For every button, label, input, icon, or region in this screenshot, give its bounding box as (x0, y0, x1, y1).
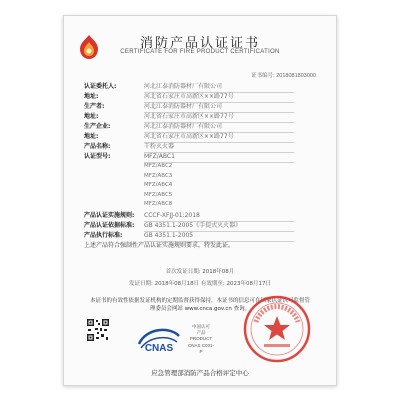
model-label: 认证型号: (84, 153, 111, 160)
model-item: MFZ/ABC3 (144, 172, 173, 179)
model-item: MFZ/ABC8 (144, 201, 173, 207)
field-row (84, 122, 316, 132)
statement-text: 上述产品符合强制性产品认证实施规则要求，特发此证。 (84, 241, 235, 249)
field-value: 河北江泰消防器材厂有限公司 (144, 82, 294, 93)
model-item: MFZ/ABC2 (144, 163, 173, 169)
field-row (84, 82, 316, 92)
field-row (84, 142, 316, 152)
cnas-line: PRODUCT (189, 336, 213, 342)
field-label: 生产企业: (84, 123, 111, 130)
field-value: 干粉灭火器 (144, 142, 294, 153)
field-row (84, 102, 316, 112)
field-row (84, 221, 316, 231)
statement (84, 241, 316, 251)
field-value: CCCF-XFJJ-01:2018 (144, 211, 294, 222)
model-item: MFZ/ABC4 (144, 182, 173, 188)
model-row (84, 152, 316, 162)
model-value: MFZ/ABC1 (144, 152, 294, 163)
certificate-subtitle: CERTIFICATE FOR FIRE PRODUCT CERTIFICATION (120, 49, 280, 55)
field-value: 河北省石家庄市高新区××路77号 (144, 132, 294, 143)
field-value: GB 4351.1-2005 (144, 231, 294, 242)
certificate-number: 证书编号: 2018081803000 (251, 73, 316, 79)
field-label: 地址: (84, 113, 99, 120)
field-row (84, 112, 316, 122)
field-row (84, 231, 316, 241)
field-label: 认证委托人: (84, 83, 117, 90)
certificate-paper (63, 15, 337, 386)
certificate-title: 消防产品认证证书 (139, 36, 260, 51)
qr-code-icon (86, 318, 110, 342)
field-value: GB 4351.1-2005《手提式灭火器》 (144, 221, 294, 232)
cnas-line: CNAS C031-P (188, 342, 215, 354)
field-row (84, 211, 316, 221)
cnas-accreditation-text (188, 324, 214, 355)
field-row (84, 92, 316, 102)
field-value: 河北省石家庄市高新区××路77号 (144, 112, 294, 123)
field-value: 河北江泰消防器材厂有限公司 (144, 102, 294, 113)
official-seal-icon (242, 294, 312, 364)
field-label: 地址: (84, 93, 99, 100)
svg-text:CNAS: CNAS (144, 343, 174, 354)
field-label: 产品认证实施规则: (84, 211, 135, 219)
field-label: 地址: (84, 133, 99, 140)
validity-dates: 发证日期: 2018年08月18日 有效期至: 2023年08月17日 (129, 281, 271, 287)
cnas-logo-icon (136, 322, 182, 356)
field-label: 产品执行标准: (84, 231, 123, 239)
cnas-line: 产品 (196, 330, 206, 336)
field-value: 河北江泰消防器材厂有限公司 (144, 122, 294, 133)
cnas-line: 中国认可 (192, 324, 210, 329)
field-label: 生产者: (84, 103, 105, 110)
field-row (84, 132, 316, 142)
model-item: MFZ/ABC5 (144, 191, 173, 198)
certificate-fields (84, 82, 316, 251)
issuing-authority: 应急管理部消防产品合格评定中心 (151, 369, 249, 377)
field-label: 产品名称: (84, 143, 111, 150)
validity-note: 本证书的有效性依据发证机构的定期监督获得保持，本证书的信息可在国家认证认可监督管理委员会网站 www.cnca.gov.cn 查询。 (89, 298, 310, 312)
field-value: 河北省石家庄市高新区××路77号 (144, 92, 294, 103)
field-label: 产品认证依据标准: (84, 221, 135, 229)
issue-date: 首次发证日期: 2018年08月 (165, 269, 235, 275)
